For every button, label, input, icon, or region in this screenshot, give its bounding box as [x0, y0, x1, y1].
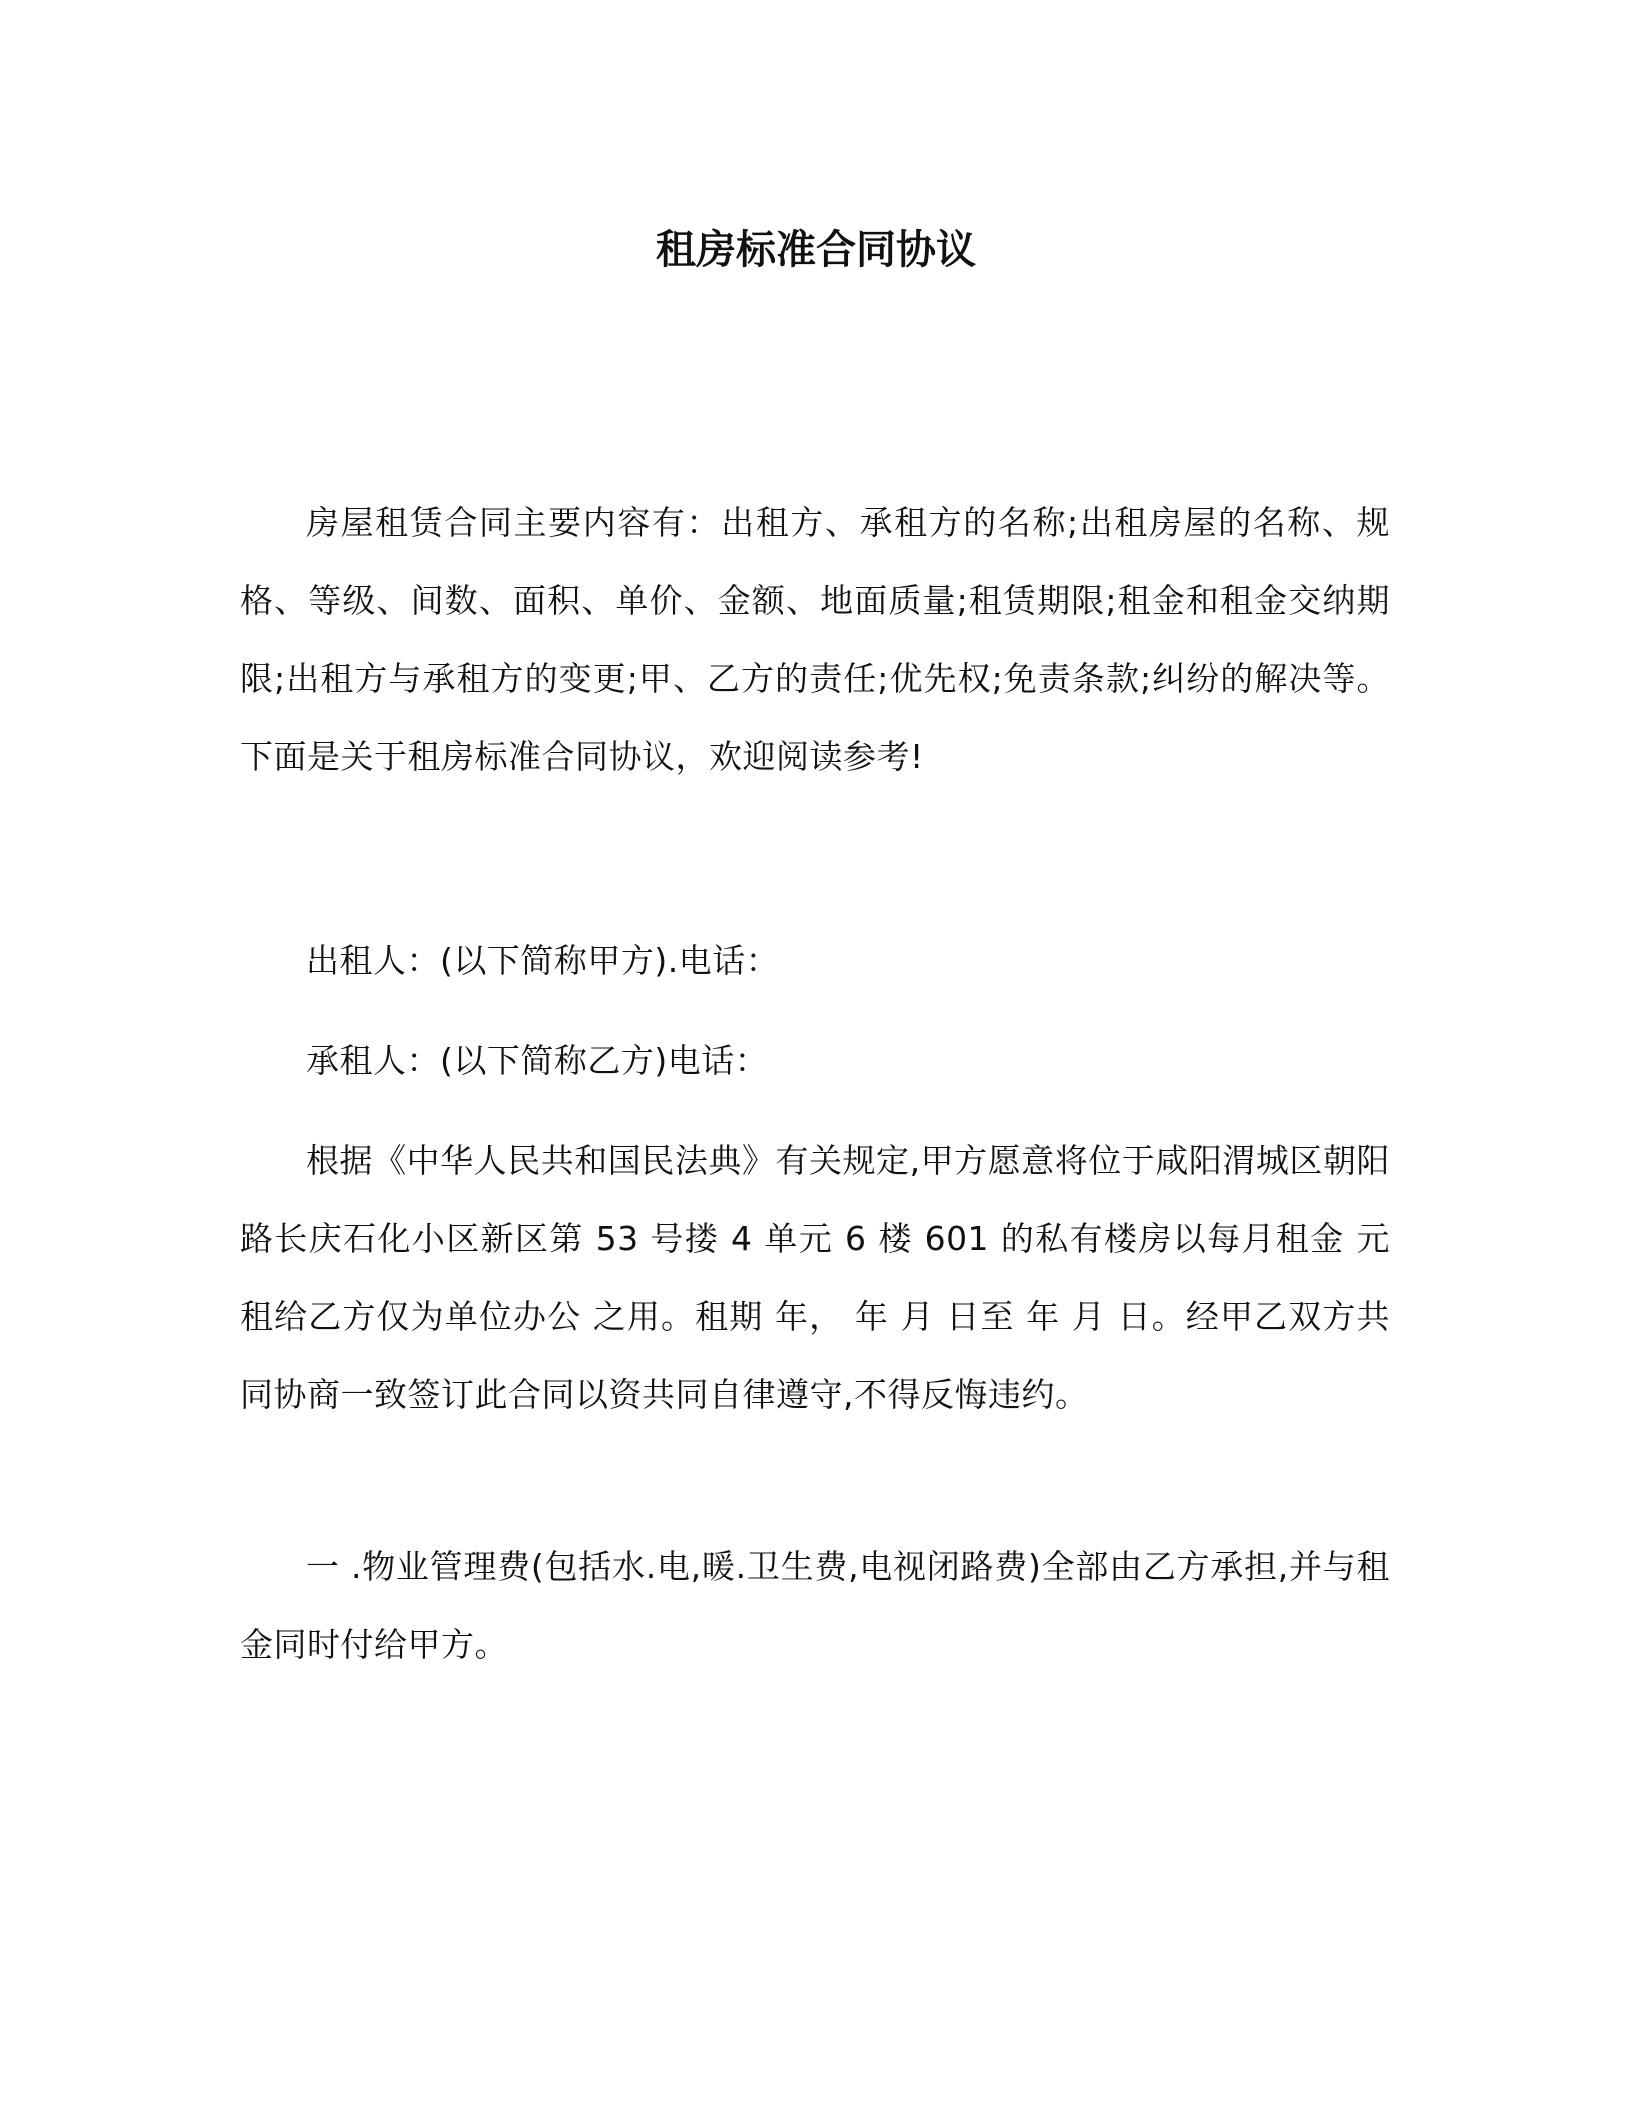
- document-title: 租房标准合同协议: [656, 227, 976, 273]
- intro-section: [240, 484, 1390, 796]
- intro-paragraph: 房屋租赁合同主要内容有：出租方、承租方的名称;出租房屋的名称、规格、等级、间数、面积、单价、金额、地面质量;租赁期限;租金和租金交纳期限;出租方与承租方的变更;甲、乙方的责任;优先权;免责条款;纠纷的解决等。下面是关于租房标准合同协议，欢迎阅读参考!: [240, 503, 1390, 776]
- basis-section: [240, 1122, 1390, 1434]
- basis-paragraph: 根据《中华人民共和国民法典》有关规定,甲方愿意将位于咸阳渭城区朝阳路长庆石化小区新区第 53 号搂 4 单元 6 楼 601 的私有楼房以每月租金 元租给乙方仅为单位办公 之用。租期 年， 年 月 日至 年 月 日。经甲乙双方共同协商一致签订此合同以资共同自律遵守,不得反悔违约。: [240, 1141, 1390, 1414]
- lessor-section: [240, 922, 1390, 1000]
- clause-one-section: [240, 1528, 1390, 1684]
- clause-one-paragraph: 一 .物业管理费(包括水.电,暖.卫生费,电视闭路费)全部由乙方承担,并与租金同时付给甲方。: [240, 1547, 1390, 1664]
- lessee-section: [240, 1022, 1390, 1100]
- lessor-line: 出租人：(以下简称甲方).电话：: [306, 941, 780, 980]
- lessee-line: 承租人：(以下简称乙方)电话：: [306, 1041, 769, 1080]
